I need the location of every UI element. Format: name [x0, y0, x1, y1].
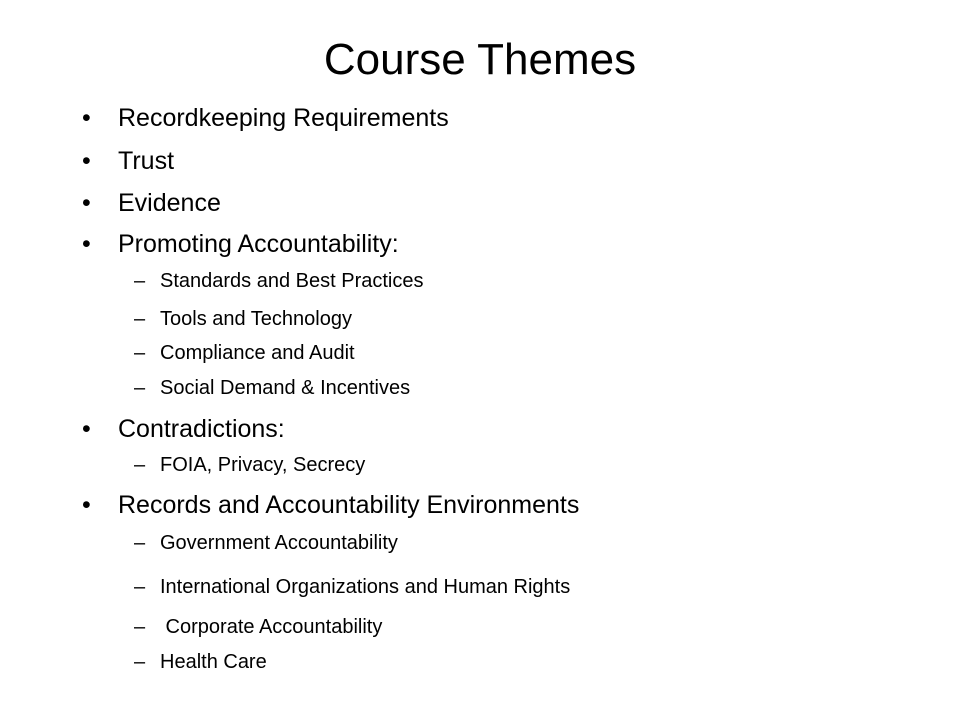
sub-bullet-item [134, 614, 834, 640]
bullet-item [82, 187, 782, 219]
dash-marker: – [134, 342, 146, 364]
bullet-text: Contradictions: [118, 415, 285, 443]
bullet-text: Recordkeeping Requirements [118, 104, 449, 132]
sub-bullet-text: Corporate Accountability [160, 616, 383, 638]
bullet-item [82, 102, 782, 134]
bullet-marker: • [82, 189, 91, 217]
dash-marker: – [134, 532, 146, 554]
sub-bullet-text: Social Demand & Incentives [160, 377, 411, 399]
dash-marker: – [134, 576, 146, 598]
dash-marker: – [134, 616, 146, 638]
bullet-item [82, 145, 782, 177]
sub-bullet-text: Standards and Best Practices [160, 270, 424, 292]
dash-marker: – [134, 651, 146, 673]
dash-marker: – [134, 454, 146, 476]
sub-bullet-item [134, 340, 834, 366]
bullet-item [82, 413, 782, 445]
sub-bullet-text: Government Accountability [160, 532, 398, 554]
sub-bullet-item [134, 649, 834, 675]
sub-bullet-item [134, 574, 834, 600]
bullet-item [82, 228, 782, 260]
bullet-marker: • [82, 491, 91, 519]
sub-bullet-text: Compliance and Audit [160, 342, 355, 364]
sub-bullet-text: International Organizations and Human Rights [160, 576, 571, 598]
sub-bullet-text: Health Care [160, 651, 267, 673]
bullet-text: Records and Accountability Environments [118, 491, 580, 519]
sub-bullet-item [134, 530, 834, 556]
bullet-text: Evidence [118, 189, 221, 217]
dash-marker: – [134, 308, 146, 330]
slide-title: Course Themes [323, 35, 637, 84]
bullet-marker: • [82, 415, 91, 443]
bullet-item [82, 489, 782, 521]
sub-bullet-text: Tools and Technology [160, 308, 352, 330]
sub-bullet-item [134, 268, 834, 294]
bullet-text: Trust [118, 147, 175, 175]
sub-bullet-text: FOIA, Privacy, Secrecy [160, 454, 366, 476]
bullet-marker: • [82, 147, 91, 175]
sub-bullet-item [134, 452, 834, 478]
dash-marker: – [134, 377, 146, 399]
bullet-text: Promoting Accountability: [118, 230, 399, 258]
bullet-marker: • [82, 230, 91, 258]
sub-bullet-item [134, 375, 834, 401]
bullet-marker: • [82, 104, 91, 132]
dash-marker: – [134, 270, 146, 292]
sub-bullet-item [134, 306, 834, 332]
